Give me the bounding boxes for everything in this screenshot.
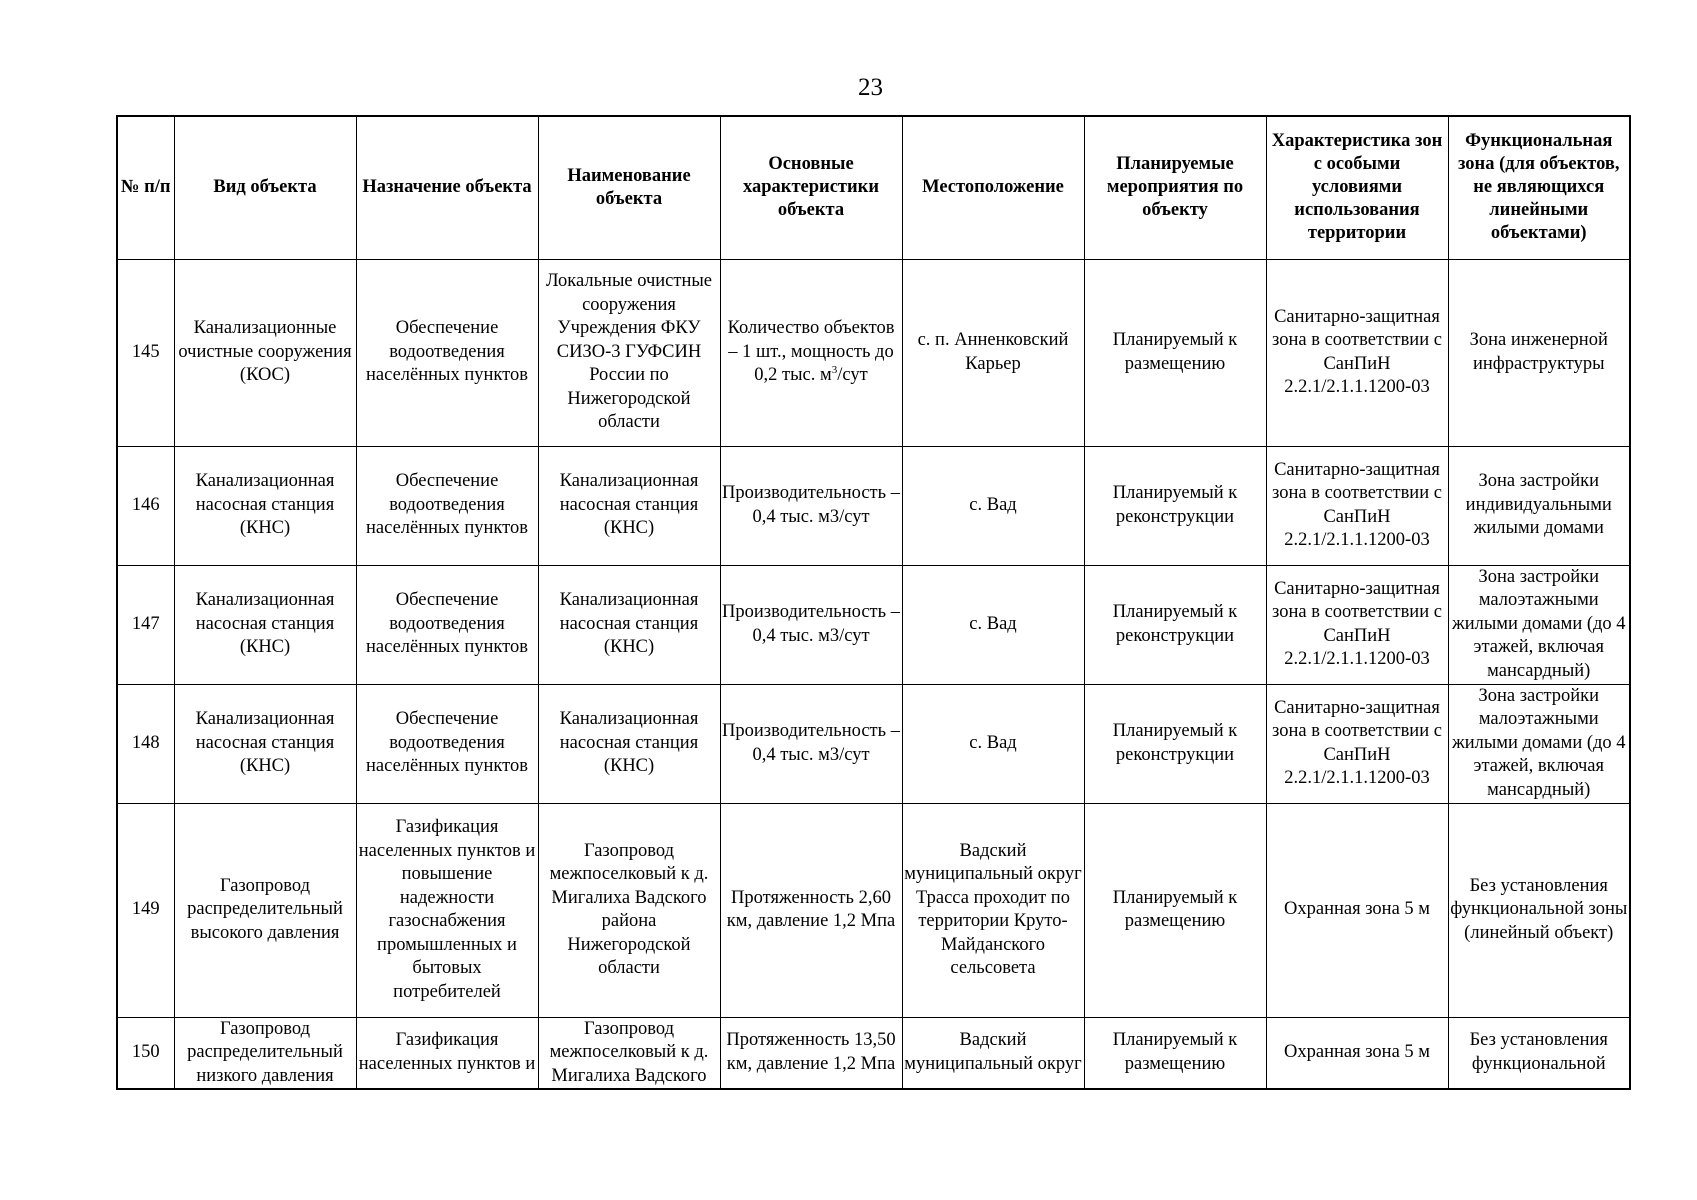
cell-special-zones: Санитарно-защитная зона в соответствии с СанПиН 2.2.1/2.1.1.1200-03: [1266, 684, 1448, 803]
cell-object-type: Газопровод распределительный низкого давления: [174, 1017, 356, 1089]
cell-object-name: Локальные очистные сооружения Учреждения ФКУ СИЗО-3 ГУФСИН России по Нижегородской области: [538, 259, 720, 446]
table-row: [117, 1017, 1630, 1089]
cell-functional-zone: Зона застройки индивидуальными жилыми домами: [1448, 446, 1630, 565]
cell-object-type: Канализационная насосная станция (КНС): [174, 684, 356, 803]
cell-location: с. Вад: [902, 684, 1084, 803]
characteristics-unit: /сут: [837, 365, 868, 386]
cell-purpose: Обеспечение водоотведения населённых пунктов: [356, 446, 538, 565]
cell-characteristics: [720, 259, 902, 446]
header-characteristics: Основные характеристики объекта: [720, 116, 902, 259]
cell-number: 148: [117, 684, 174, 803]
cell-functional-zone: Зона инженерной инфраструктуры: [1448, 259, 1630, 446]
cell-characteristics: Производительность – 0,4 тыс. м3/сут: [720, 446, 902, 565]
header-object-type: Вид объекта: [174, 116, 356, 259]
cell-object-name: Канализационная насосная станция (КНС): [538, 684, 720, 803]
page-number: 23: [858, 74, 883, 101]
cell-functional-zone: Зона застройки малоэтажными жилыми домами (до 4 этажей, включая мансардный): [1448, 565, 1630, 684]
header-special-zones: Характеристика зон с особыми условиями использования территории: [1266, 116, 1448, 259]
table-row: [117, 446, 1630, 565]
cell-number: 145: [117, 259, 174, 446]
cell-characteristics: Протяженность 13,50 км, давление 1,2 Мпа: [720, 1017, 902, 1089]
cell-planned-measures: Планируемый к реконструкции: [1084, 565, 1266, 684]
cell-special-zones: Санитарно-защитная зона в соответствии с СанПиН 2.2.1/2.1.1.1200-03: [1266, 259, 1448, 446]
cell-number: 150: [117, 1017, 174, 1089]
cell-planned-measures: Планируемый к реконструкции: [1084, 446, 1266, 565]
cell-location: Вадский муниципальный округ Трасса проходит по территории Круто-Майданского сельсовета: [902, 803, 1084, 1017]
header-number: № п/п: [117, 116, 174, 259]
cell-location: с. п. Анненковский Карьер: [902, 259, 1084, 446]
cell-location: Вадский муниципальный округ: [902, 1017, 1084, 1089]
cell-object-type: Канализационная насосная станция (КНС): [174, 446, 356, 565]
cell-purpose: Обеспечение водоотведения населённых пунктов: [356, 565, 538, 684]
header-location: Местоположение: [902, 116, 1084, 259]
objects-table: [116, 115, 1631, 1090]
cell-special-zones: Охранная зона 5 м: [1266, 803, 1448, 1017]
cell-purpose: Газификация населенных пунктов и повышение надежности газоснабжения промышленных и бытовых потребителей: [356, 803, 538, 1017]
table-header-row: [117, 116, 1630, 259]
cell-number: 146: [117, 446, 174, 565]
cell-location: с. Вад: [902, 446, 1084, 565]
cell-planned-measures: Планируемый к размещению: [1084, 803, 1266, 1017]
cell-object-type: Газопровод распределительный высокого давления: [174, 803, 356, 1017]
cell-number: 147: [117, 565, 174, 684]
cell-location: с. Вад: [902, 565, 1084, 684]
cell-object-name: Канализационная насосная станция (КНС): [538, 565, 720, 684]
cell-purpose: Обеспечение водоотведения населённых пунктов: [356, 259, 538, 446]
header-planned-measures: Планируемые мероприятия по объекту: [1084, 116, 1266, 259]
characteristics-text: Количество объектов – 1 шт., мощность до 0,2 тыс. м: [727, 318, 895, 386]
cell-special-zones: Охранная зона 5 м: [1266, 1017, 1448, 1089]
cell-object-name: Газопровод межпоселковый к д. Мигалиха Вадского: [538, 1017, 720, 1089]
cell-purpose: Газификация населенных пунктов и: [356, 1017, 538, 1089]
cell-purpose: Обеспечение водоотведения населённых пунктов: [356, 684, 538, 803]
header-purpose: Назначение объекта: [356, 116, 538, 259]
cell-characteristics: Производительность – 0,4 тыс. м3/сут: [720, 684, 902, 803]
table-row: [117, 565, 1630, 684]
superscript-3: 3: [831, 364, 838, 377]
header-object-name: Наименование объекта: [538, 116, 720, 259]
cell-number: 149: [117, 803, 174, 1017]
cell-functional-zone: Зона застройки малоэтажными жилыми домами (до 4 этажей, включая мансардный): [1448, 684, 1630, 803]
cell-object-name: Канализационная насосная станция (КНС): [538, 446, 720, 565]
cell-planned-measures: Планируемый к размещению: [1084, 1017, 1266, 1089]
cell-characteristics: Протяженность 2,60 км, давление 1,2 Мпа: [720, 803, 902, 1017]
table-row: [117, 684, 1630, 803]
table-row: [117, 803, 1630, 1017]
cell-object-type: Канализационные очистные сооружения (КОС): [174, 259, 356, 446]
cell-special-zones: Санитарно-защитная зона в соответствии с СанПиН 2.2.1/2.1.1.1200-03: [1266, 446, 1448, 565]
cell-characteristics: Производительность – 0,4 тыс. м3/сут: [720, 565, 902, 684]
cell-planned-measures: Планируемый к реконструкции: [1084, 684, 1266, 803]
cell-special-zones: Санитарно-защитная зона в соответствии с СанПиН 2.2.1/2.1.1.1200-03: [1266, 565, 1448, 684]
cell-planned-measures: Планируемый к размещению: [1084, 259, 1266, 446]
cell-object-type: Канализационная насосная станция (КНС): [174, 565, 356, 684]
table-row: [117, 259, 1630, 446]
cell-object-name: Газопровод межпоселковый к д. Мигалиха Вадского района Нижегородской области: [538, 803, 720, 1017]
cell-functional-zone: Без установления функциональной зоны (линейный объект): [1448, 803, 1630, 1017]
header-functional-zone: Функциональная зона (для объектов, не являющихся линейными объектами): [1448, 116, 1630, 259]
cell-functional-zone: Без установления функциональной: [1448, 1017, 1630, 1089]
